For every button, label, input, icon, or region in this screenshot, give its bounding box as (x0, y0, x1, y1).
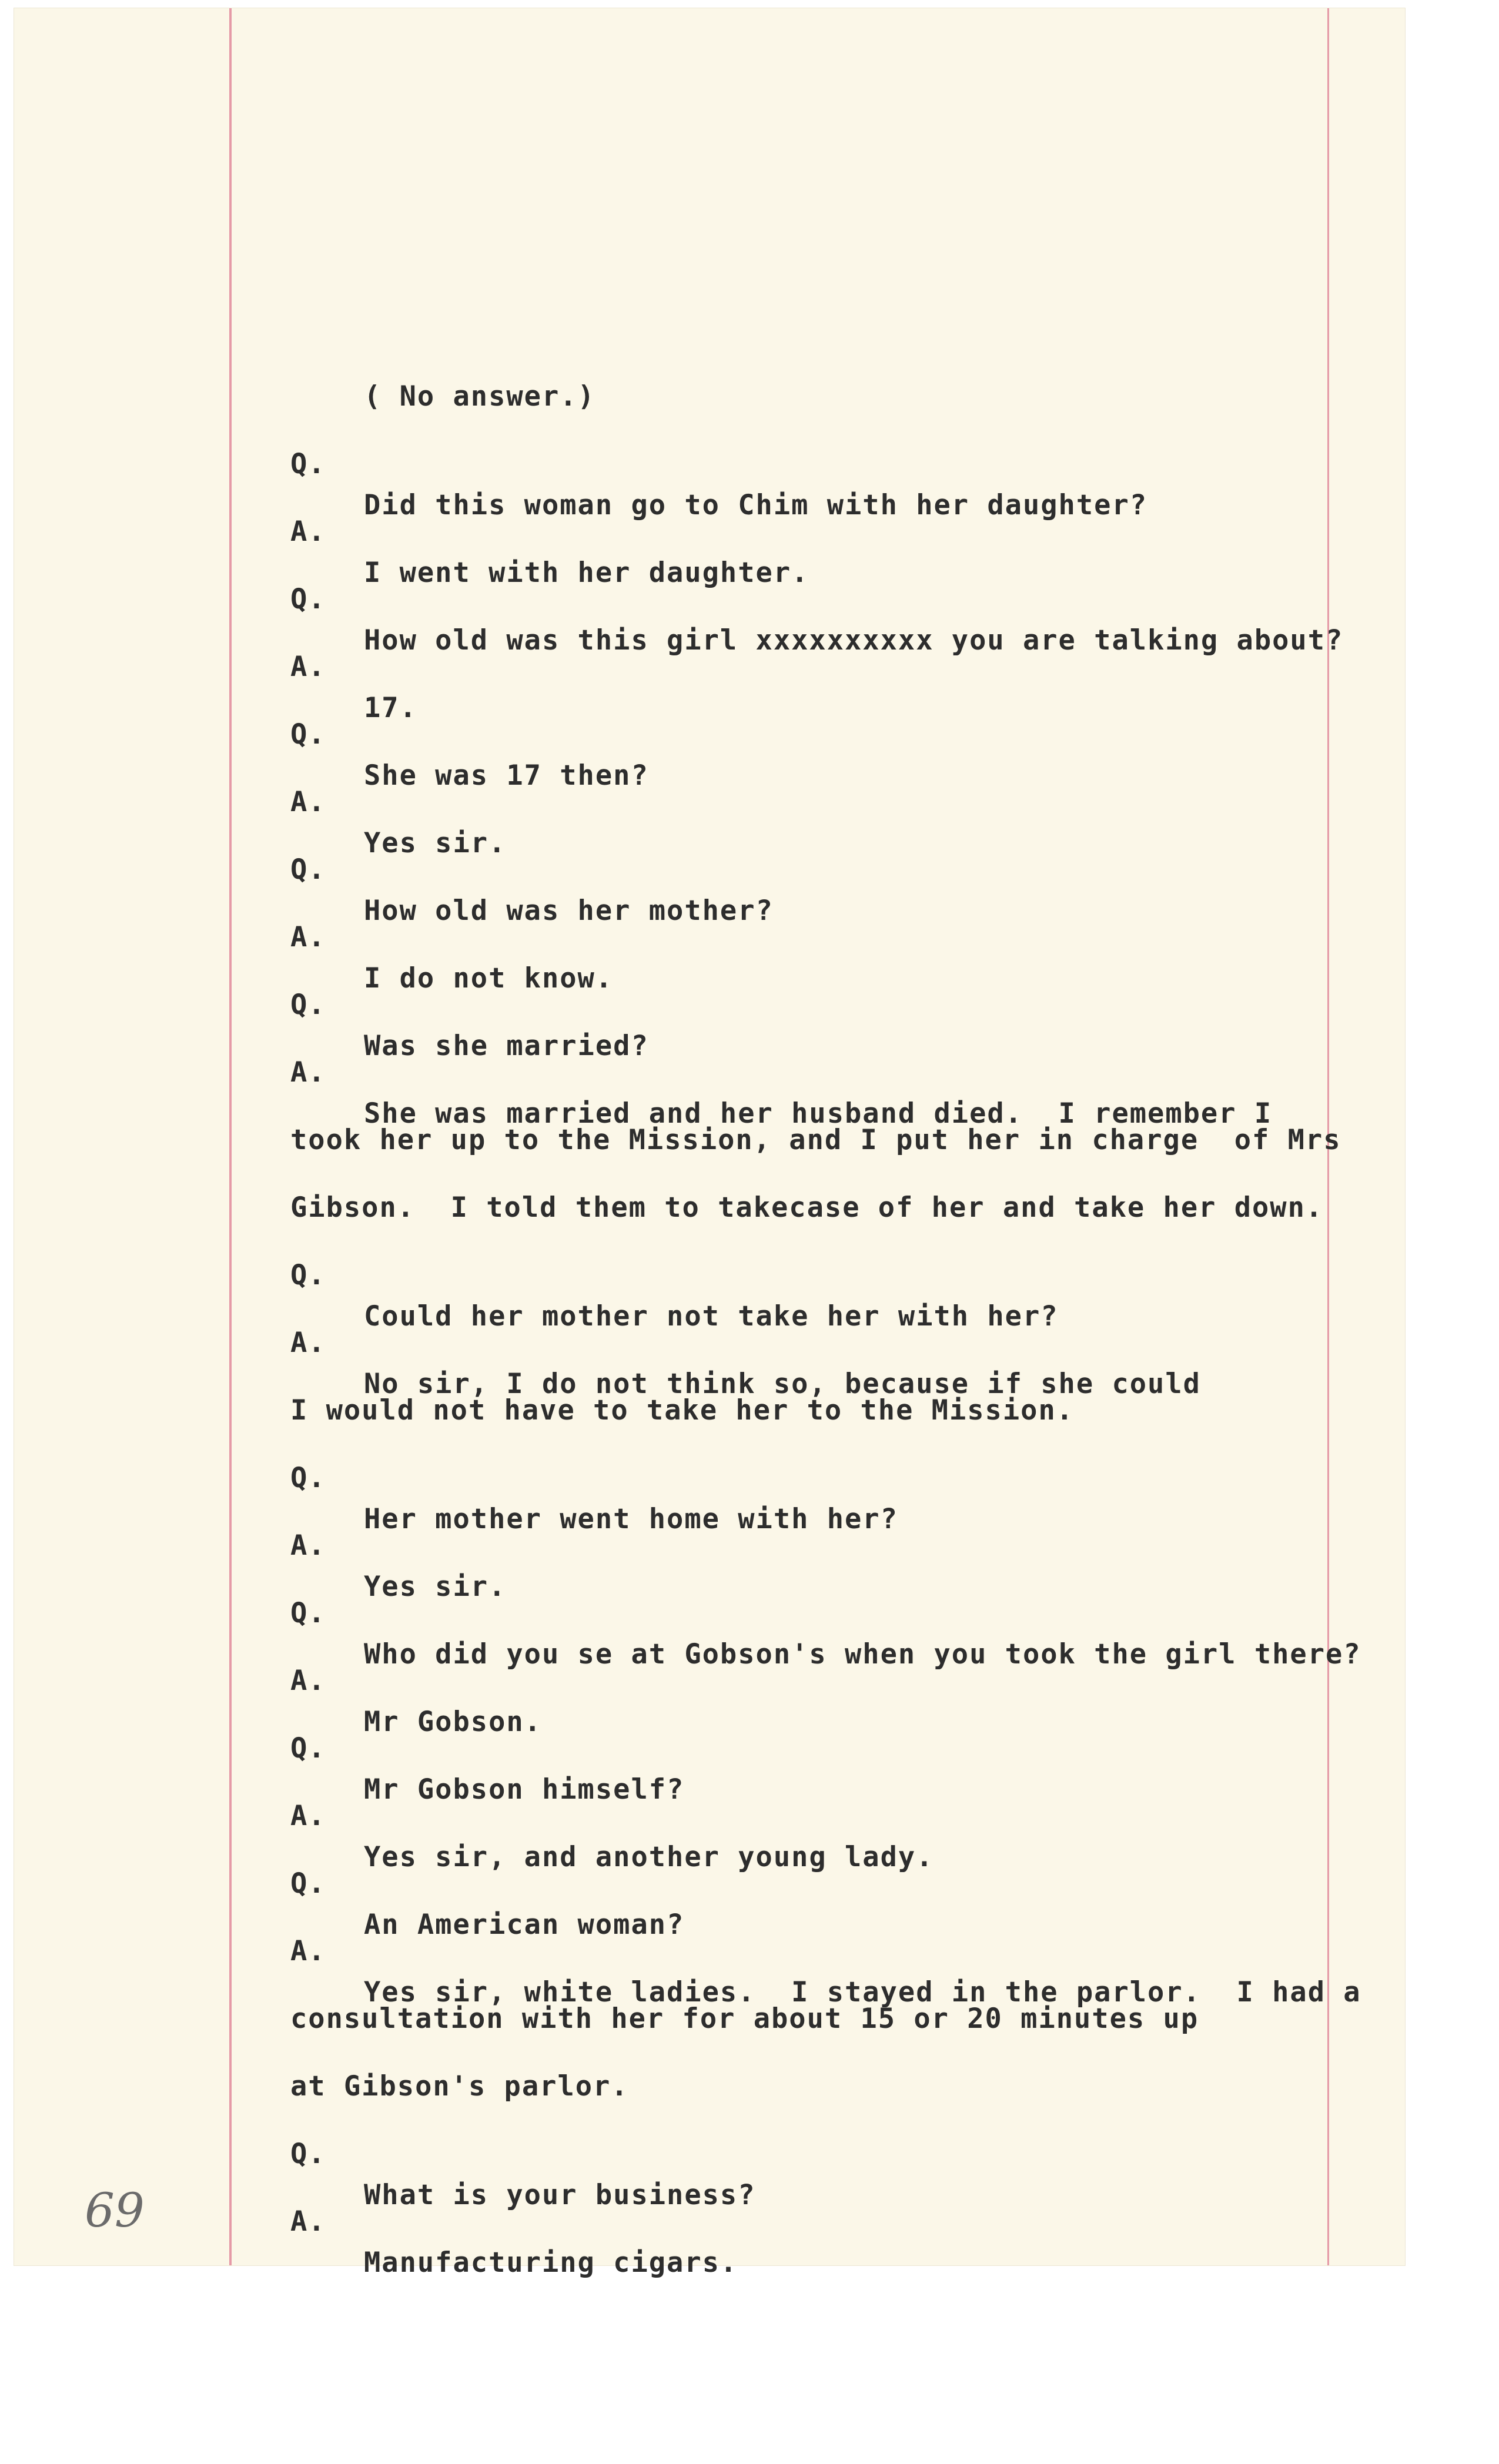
line-label: Q. (290, 583, 326, 615)
line-label: A. (290, 1529, 326, 1562)
transcript-line (14, 605, 417, 724)
line-text: Manufacturing cigars. (364, 2247, 738, 2279)
line-text: Mr Gobson. (364, 1706, 542, 1738)
left-margin-rule (229, 8, 232, 2265)
line-label: Q. (290, 718, 326, 751)
line-text: I would not have to take her to the Mission. (290, 1394, 1075, 1427)
line-text: took her up to the Mission, and I put her in charge of Mrs (290, 1124, 1341, 1156)
line-text: I went with her daughter. (364, 557, 809, 589)
line-label: Q. (290, 1732, 326, 1765)
transcript-line (14, 1484, 507, 1603)
line-text: consultation with her for about 15 or 20 minutes up (290, 2003, 1199, 2035)
line-text: She was 17 then? (364, 759, 649, 792)
line-text: 17. (364, 692, 417, 724)
transcript-line (14, 1214, 1059, 1333)
line-label: Q. (290, 853, 326, 886)
line-text: No sir, I do not think so, because if she could (364, 1368, 1201, 1400)
line-label: A. (290, 921, 326, 953)
line-text: Yes sir, and another young lady. (364, 1841, 934, 1873)
line-text: ( No answer.) (364, 380, 595, 413)
line-label: A. (290, 1935, 326, 1967)
transcript-line (14, 2025, 629, 2103)
line-label: Q. (290, 1259, 326, 1291)
transcript-line (14, 673, 649, 792)
transcript-line (14, 1619, 542, 1738)
transcript-line (14, 335, 595, 413)
line-label: A. (290, 651, 326, 683)
transcript-line (14, 1417, 898, 1535)
page-number: 69 (85, 2183, 145, 2238)
line-label: Q. (290, 1462, 326, 1494)
line-label: Q. (290, 2138, 326, 2170)
line-label: Q. (290, 1867, 326, 1900)
line-label: A. (290, 2205, 326, 2238)
line-label: A. (290, 1327, 326, 1359)
line-label: A. (290, 1665, 326, 1697)
line-text: Could her mother not take her with her? (364, 1300, 1059, 1333)
transcript-line (14, 403, 1148, 521)
line-text: Who did you se at Gobson's when you took the girl there? (364, 1638, 1361, 1670)
line-label: Q. (290, 448, 326, 480)
transcript-line (14, 1146, 1324, 1224)
line-text: Yes sir. (364, 1571, 507, 1603)
line-text: Yes sir, white ladies. I stayed in the parlor. I had a (364, 1976, 1361, 2008)
line-label: A. (290, 1800, 326, 1832)
line-text: Was she married? (364, 1030, 649, 1062)
line-text: Mr Gobson himself? (364, 1773, 685, 1806)
line-text: She was married and her husband died. I remember I (364, 1097, 1273, 1130)
line-text: Yes sir. (364, 827, 507, 859)
line-label: A. (290, 515, 326, 548)
line-text: Gibson. I told them to takecase of her and take her down. (290, 1191, 1324, 1224)
document-page (14, 8, 1405, 2279)
transcript-line (14, 1687, 685, 1806)
line-text: An American woman? (364, 1909, 685, 1941)
line-label: A. (290, 1056, 326, 1089)
line-text: Did this woman go to Chim with her daughter? (364, 489, 1148, 521)
line-text: at Gibson's parlor. (290, 2070, 629, 2103)
line-label: A. (290, 786, 326, 818)
line-text: What is your business? (364, 2179, 756, 2211)
line-text: How old was this girl xxxxxxxxxx you are talking about? (364, 624, 1344, 657)
line-label: Q. (290, 1597, 326, 1629)
line-label: Q. (290, 989, 326, 1021)
line-text: How old was her mother? (364, 895, 774, 927)
line-text: I do not know. (364, 962, 614, 995)
line-text: Her mother went home with her? (364, 1503, 898, 1535)
